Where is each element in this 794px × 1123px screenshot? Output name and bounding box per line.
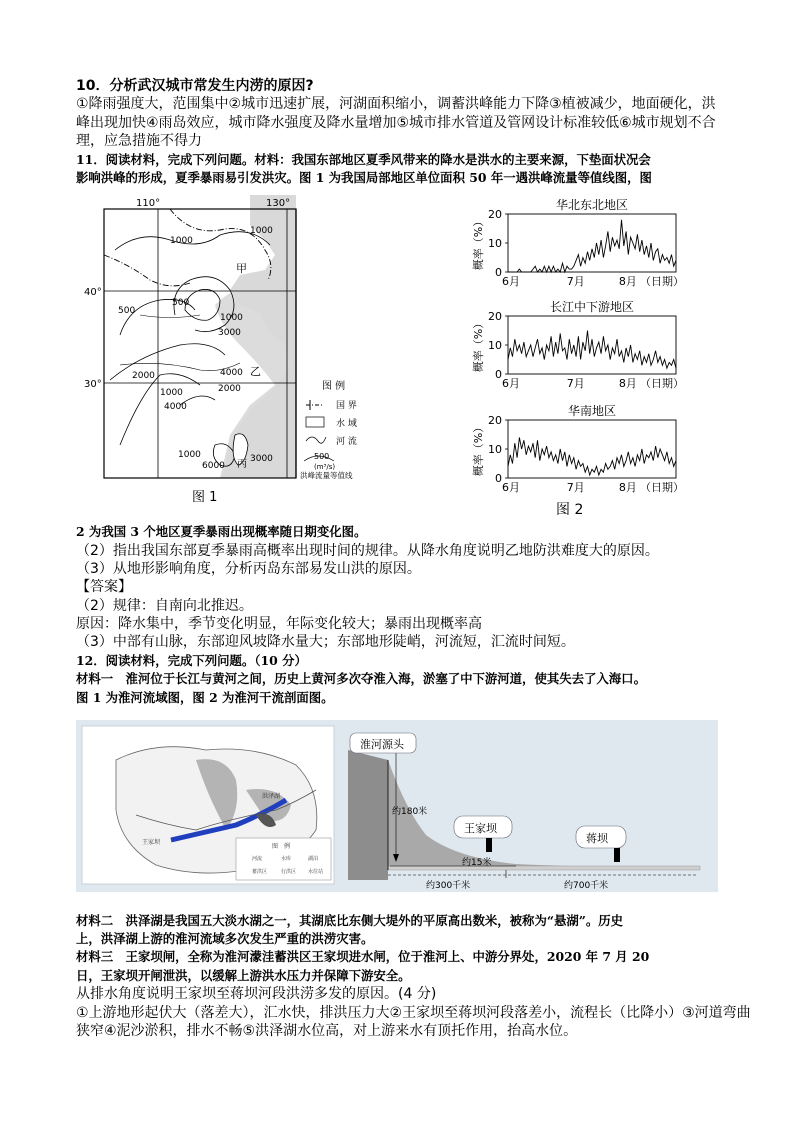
chart-title: 长江中下游地区: [549, 300, 635, 314]
q10-answer-line: 峰出现加快④雨岛效应，城市降水强度及降水量增加⑤城市排水管道及管网设计标准较低⑥城市规划不合: [76, 115, 716, 131]
y-axis-label: 概率（%）: [472, 421, 485, 477]
y-tick-label: 20: [488, 208, 502, 221]
q12-m1-line: 图 1 为淮河流域图，图 2 为淮河干流剖面图。: [76, 690, 334, 705]
contour-label: 500: [172, 298, 190, 308]
series-line: [508, 331, 676, 369]
figure-1-map: [84, 195, 410, 500]
contour-label: 4000: [220, 368, 243, 378]
x-tick-label: 7月: [566, 275, 585, 288]
q10-answer-line: ①降雨强度大，范围集中②城市迅速扩展，河湖面积缩小，调蓄洪峰能力下降③植被减少，地面硬化，洪: [76, 96, 716, 112]
x-tick-label: 6月: [502, 275, 520, 288]
x-tick-label: 7月: [566, 481, 585, 494]
map-legend-item: 行洪区: [281, 869, 297, 875]
contour-label: 3000: [250, 454, 273, 464]
y-tick-label: 10: [488, 339, 502, 352]
profile-source-label: 淮河源头: [360, 738, 404, 751]
contour-label: 3000: [218, 328, 241, 338]
q10-answer-line: 理，应急措施不得力: [76, 133, 202, 149]
profile-distance-middle: 约700千米: [564, 881, 609, 891]
q11-intro-line: 11．阅读材料，完成下列问题。材料：我国东部地区夏季风带来的降水是洪水的主要来源，下垫面状况会: [76, 152, 651, 167]
lat-label: 40°: [84, 287, 102, 298]
q12-figure: [76, 720, 718, 892]
profile-wangjiaba-label: 王家坝: [464, 822, 497, 835]
figure-2-charts: [470, 194, 685, 504]
lon-label: 130°: [266, 198, 291, 209]
x-tick-label: 8月: [618, 481, 637, 494]
q12-question: 从排水角度说明王家坝至蒋坝河段洪涝多发的原因。(4 分): [76, 986, 437, 1002]
place-label-bing: 丙: [237, 459, 247, 470]
place-label-yi: 乙: [250, 365, 261, 378]
x-axis-label: （日期）: [640, 377, 684, 390]
map-label-wangjiaba: 王家坝: [142, 839, 161, 846]
q12-m2-line: 上，洪泽湖上游的淮河流域多次发生严重的洪涝灾害。: [76, 931, 374, 946]
y-axis-label: 概率（%）: [472, 317, 485, 373]
chart-north: [471, 197, 684, 288]
q11-intro-line: 影响洪峰的形成，夏季暴雨易引发洪灾。图 1 为我国局部地区单位面积 50 年一遇洪峰流量等值线图，图: [76, 170, 652, 185]
q11-intro-tail: 2 为我国 3 个地区夏季暴雨出现概率随日期变化图。: [76, 524, 367, 539]
chart-south: [471, 403, 684, 494]
x-tick-label: 8月: [618, 377, 637, 390]
contour-label: 500: [118, 306, 136, 316]
x-axis-label: （日期）: [640, 481, 684, 494]
q12-answer-line: 狭窄④泥沙淤积，排水不畅⑤洪泽湖水位高，对上游来水有顶托作用，抬高水位。: [76, 1023, 578, 1039]
chart-yangtze: [471, 299, 684, 390]
map-label-hongzehu: 洪泽湖: [262, 793, 281, 800]
chart-title: 华南地区: [567, 404, 617, 418]
y-axis-label: 概率（%）: [472, 215, 485, 271]
figure-1-caption: 图 1: [192, 490, 218, 505]
q12-title: 12．阅读材料，完成下列问题。（10 分）: [76, 653, 307, 668]
q11-sub3: （3）从地形影响角度，分析丙岛东部易发山洪的原因。: [76, 561, 421, 577]
q10-title: 10．分析武汉城市常发生内涝的原因?: [76, 78, 314, 94]
figure-2-caption: 图 2: [556, 502, 584, 518]
y-tick-label: 10: [488, 237, 502, 250]
map-legend-item: 水位站: [308, 869, 324, 875]
series-line: [508, 437, 676, 475]
series-line: [508, 220, 676, 272]
q11-answer-label: 【答案】: [76, 579, 132, 595]
q12-answer-line: ①上游地形起伏大（落差大），汇水快，排洪压力大②王家坝至蒋坝河段落差小，流程长（比降小）③河道弯曲: [76, 1005, 751, 1021]
contour-label: 1000: [250, 226, 273, 236]
x-tick-label: 6月: [502, 481, 520, 494]
q12-m3-line: 日，王家坝开闸泄洪，以缓解上游洪水压力并保障下游安全。: [76, 968, 411, 983]
q11-ans2-reason: 原因：降水集中，季节变化明显，年际变化较大；暴雨出现概率高: [76, 616, 482, 632]
y-tick-label: 10: [488, 443, 502, 456]
lat-label: 30°: [84, 379, 102, 390]
map-legend-item: 湖泊: [308, 856, 319, 862]
q11-sub2: （2）指出我国东部夏季暴雨高概率出现时间的规律。从降水角度说明乙地防洪难度大的原因。: [76, 543, 659, 559]
legend-contour-value: 500: [314, 452, 330, 461]
y-tick-label: 20: [488, 414, 502, 427]
q12-m3-line: 材料三 王家坝闸，全称为淮河濛洼蓄洪区王家坝进水闸，位于淮河上、中游分界处，2020 年 7 月 20: [76, 949, 650, 964]
x-axis-label: （日期）: [640, 275, 684, 288]
chart-title: 华北东北地区: [555, 198, 629, 212]
map-legend-item: 蓄洪区: [252, 869, 268, 875]
x-tick-label: 8月: [618, 275, 637, 288]
profile-drop-source: 约180米: [392, 807, 428, 817]
x-tick-label: 7月: [566, 377, 585, 390]
profile-distance-upper: 约300千米: [426, 881, 471, 891]
q11-ans3: （3）中部有山脉，东部迎风坡降水量大；东部地形陡峭，河流短，汇流时间短。: [76, 634, 575, 650]
legend-title: 图 例: [322, 381, 346, 392]
lon-label: 110°: [136, 198, 161, 209]
q12-m2-line: 材料二 洪泽湖是我国五大淡水湖之一，其湖底比东侧大堤外的平原高出数米，被称为“悬湖”。历史: [76, 913, 624, 928]
profile-drop-wangjiaba: 约15米: [462, 858, 492, 868]
contour-label: 1000: [160, 388, 183, 398]
contour-label: 6000: [202, 461, 225, 471]
contour-label: 2000: [218, 384, 241, 394]
legend-item: 河 流: [336, 437, 357, 447]
map-legend-title: 图 例: [272, 843, 291, 850]
y-tick-label: 0: [495, 472, 502, 485]
x-tick-label: 6月: [502, 377, 520, 390]
jiangba-dam-marker: [614, 848, 620, 862]
map-legend-item: 河流: [252, 856, 263, 862]
legend-contour-name: 洪峰流量等值线: [300, 471, 353, 480]
contour-label: 1000: [178, 450, 201, 460]
y-tick-label: 0: [495, 368, 502, 381]
legend-item: 水 域: [336, 419, 357, 429]
place-label-jia: 甲: [236, 262, 247, 275]
contour-label: 1000: [220, 313, 243, 323]
contour-label: 4000: [164, 402, 187, 412]
y-tick-label: 20: [488, 310, 502, 323]
profile-jiangba-label: 蒋坝: [586, 832, 608, 845]
map-legend-item: 水库: [281, 856, 292, 862]
legend-item: 国 界: [336, 401, 357, 411]
wangjiaba-dam-marker: [486, 838, 492, 852]
q11-ans2-rule: （2）规律：自南向北推迟。: [76, 598, 253, 614]
y-tick-label: 0: [495, 266, 502, 279]
contour-label: 1000: [170, 236, 193, 246]
q12-m1-line: 材料一 淮河位于长江与黄河之间，历史上黄河多次夺淮入海，淤塞了中下游河道，使其失去了入海口。: [76, 671, 646, 686]
legend-unit: (m³/s): [314, 463, 336, 471]
contour-label: 2000: [132, 371, 155, 381]
